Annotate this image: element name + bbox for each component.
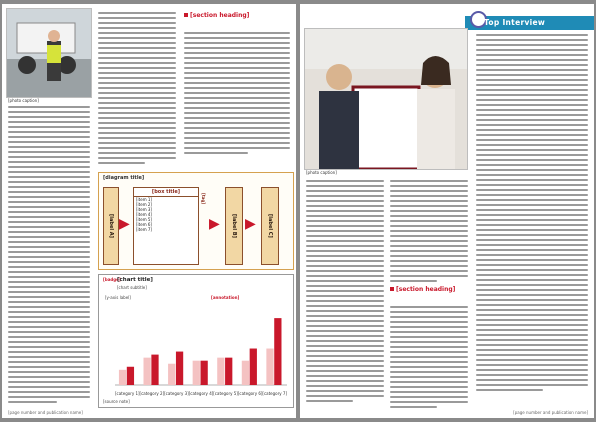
photo-caption: [photo caption] bbox=[306, 170, 337, 175]
chart-bar bbox=[151, 355, 158, 385]
diagram-side-tag: [tag] bbox=[201, 193, 206, 205]
diagram-center-box bbox=[133, 187, 199, 265]
diagram-item: [item 3] bbox=[136, 207, 152, 212]
x-tick-label: [category 7] bbox=[262, 391, 288, 396]
heading-marker-icon bbox=[390, 287, 394, 291]
x-tick-label: [category 1] bbox=[114, 391, 140, 396]
chart-bar bbox=[242, 361, 249, 385]
chart-bar bbox=[217, 358, 224, 385]
chart-bar bbox=[225, 358, 232, 385]
heading-marker-icon bbox=[184, 13, 188, 17]
arrow-right-icon: ▶ bbox=[119, 216, 130, 232]
diagram-item: [item 4] bbox=[136, 212, 152, 217]
x-tick-label: [category 4] bbox=[188, 391, 214, 396]
left-column-text bbox=[8, 106, 90, 406]
section-heading: [section heading] bbox=[184, 12, 292, 20]
right-page bbox=[300, 4, 594, 418]
right-page-col3-text bbox=[476, 34, 588, 394]
diagram-item: [item 1] bbox=[136, 197, 152, 202]
diagram-title: [diagram title] bbox=[103, 175, 145, 181]
chart-bar bbox=[274, 318, 281, 385]
chart-bar bbox=[168, 364, 175, 385]
chart-bar bbox=[250, 349, 257, 385]
chart-bar bbox=[119, 370, 126, 385]
left-footer: [page number and publication name] bbox=[8, 410, 83, 415]
x-tick-label: [category 3] bbox=[164, 391, 189, 396]
arrow-right-icon: ▶ bbox=[245, 216, 256, 232]
event-photo bbox=[6, 8, 92, 98]
right-page-col1-text bbox=[306, 180, 384, 405]
chart-source: [source note] bbox=[103, 399, 130, 404]
chart-badge: [badge] bbox=[103, 277, 121, 282]
right-footer: [page number and publication name] bbox=[513, 410, 588, 415]
diagram-item: [item 7] bbox=[136, 227, 152, 232]
interview-photo-illustration bbox=[305, 29, 467, 169]
section-heading: [section heading] bbox=[390, 286, 468, 294]
chart-annotation: [annotation] bbox=[211, 295, 240, 300]
left-page bbox=[2, 4, 296, 418]
right-page-col2-text-b bbox=[390, 306, 468, 411]
bar-chart bbox=[101, 303, 291, 399]
banner-title: Top Interview bbox=[484, 18, 546, 27]
chart-bar bbox=[176, 352, 183, 385]
event-photo-illustration bbox=[7, 9, 91, 97]
x-tick-label: [category 6] bbox=[237, 391, 263, 396]
interview-photo bbox=[304, 28, 468, 170]
diagram-mid-label: [label B] bbox=[225, 187, 243, 265]
photo-caption: [photo caption] bbox=[8, 98, 39, 103]
right-page-col2-text-a bbox=[390, 180, 468, 285]
chart-title: [chart title] bbox=[117, 277, 153, 283]
chart-subtitle: [chart subtitle] bbox=[117, 285, 147, 290]
middle-column-text bbox=[98, 12, 176, 167]
diagram-left-label: [label A] bbox=[103, 187, 119, 265]
chart-bar bbox=[201, 361, 208, 385]
arrow-right-icon: ▶ bbox=[209, 216, 220, 232]
diagram-item: [item 6] bbox=[136, 222, 152, 227]
chart-ylabel: [y-axis label] bbox=[105, 295, 131, 300]
chart-bar bbox=[144, 358, 151, 385]
x-tick-label: [category 5] bbox=[213, 391, 238, 396]
chart-bar bbox=[266, 349, 273, 385]
diagram-item: [item 2] bbox=[136, 202, 152, 207]
x-tick-label: [category 2] bbox=[139, 391, 165, 396]
chart-bar bbox=[127, 367, 134, 385]
right-column-text bbox=[184, 32, 290, 157]
diagram-right-label: [label C] bbox=[261, 187, 279, 265]
diagram-box-title: [box title] bbox=[134, 188, 198, 197]
chart-bar bbox=[193, 361, 200, 385]
chart-panel bbox=[98, 274, 294, 408]
logic-model-diagram bbox=[98, 172, 294, 270]
diagram-item: [item 5] bbox=[136, 217, 152, 222]
